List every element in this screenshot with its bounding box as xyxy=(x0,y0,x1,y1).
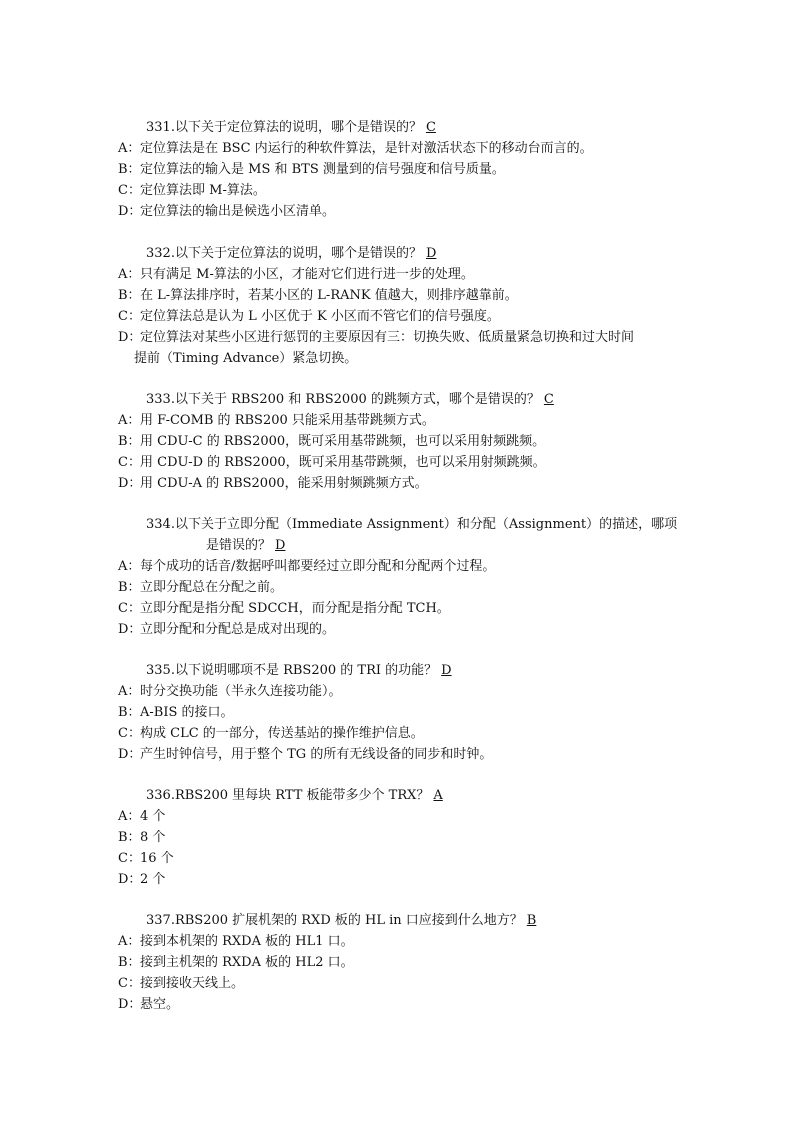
question-title xyxy=(118,785,688,806)
question-334 xyxy=(118,514,688,640)
option-b: B：立即分配总在分配之前。 xyxy=(118,580,284,595)
option-c: C：用 CDU-D 的 RBS2000，既可采用基带跳频，也可以采用射频跳频。 xyxy=(118,455,546,470)
option-c: C：接到接收天线上。 xyxy=(118,976,245,991)
option-a: A：用 F-COMB 的 RBS200 只能采用基带跳频方式。 xyxy=(118,413,435,428)
option-c: C：立即分配是指分配 SDCCH，而分配是指分配 TCH。 xyxy=(118,601,450,616)
question-text: 336.RBS200 里每块 RTT 板能带多少个 TRX？ xyxy=(146,788,430,803)
option-c: C：定位算法总是认为 L 小区优于 K 小区而不管它们的信号强度。 xyxy=(118,309,500,324)
option-d: D：2 个 xyxy=(118,872,166,887)
question-335 xyxy=(118,660,688,765)
option-d: D：用 CDU-A 的 RBS2000，能采用射频跳频方式。 xyxy=(118,476,428,491)
option-a: A：只有满足 M-算法的小区，才能对它们进行进一步的处理。 xyxy=(118,267,474,282)
question-text: 337.RBS200 扩展机架的 RXD 板的 HL in 口应接到什么地方？ xyxy=(146,913,523,928)
option-c: C：构成 CLC 的一部分，传送基站的操作维护信息。 xyxy=(118,726,424,741)
question-text: 332.以下关于定位算法的说明，哪个是错误的？ xyxy=(146,246,422,261)
option-b: B：接到主机架的 RXDA 板的 HL2 口。 xyxy=(118,955,354,970)
option-d: D：定位算法的输出是候选小区清单。 xyxy=(118,204,336,219)
question-text: 331.以下关于定位算法的说明，哪个是错误的？ xyxy=(146,120,422,135)
question-title xyxy=(118,514,688,556)
question-title xyxy=(118,910,688,931)
question-337 xyxy=(118,910,688,1015)
question-title-continued: 是错误的？ D xyxy=(146,535,688,556)
answer-blank: C xyxy=(425,120,436,135)
option-d: D：产生时钟信号，用于整个 TG 的所有无线设备的同步和时钟。 xyxy=(118,747,493,762)
option-b: B：8 个 xyxy=(118,830,166,845)
option-a: A：接到本机架的 RXDA 板的 HL1 口。 xyxy=(118,934,354,949)
option-c: C：16 个 xyxy=(118,851,174,866)
answer-blank: C xyxy=(543,392,554,407)
option-d: D：立即分配和分配总是成对出现的。 xyxy=(118,622,336,637)
question-332 xyxy=(118,243,688,369)
question-title xyxy=(118,389,688,410)
question-333 xyxy=(118,389,688,494)
option-a: A：4 个 xyxy=(118,809,166,824)
question-336 xyxy=(118,785,688,890)
option-b: B：定位算法的输入是 MS 和 BTS 测量到的信号强度和信号质量。 xyxy=(118,162,505,177)
option-a: A：定位算法是在 BSC 内运行的种软件算法，是针对激活状态下的移动台而言的。 xyxy=(118,141,593,156)
answer-blank: D xyxy=(275,538,286,553)
option-c: C：定位算法即 M-算法。 xyxy=(118,183,266,198)
question-text: 333.以下关于 RBS200 和 RBS2000 的跳频方式，哪个是错误的？ xyxy=(146,392,540,407)
option-a: A：时分交换功能（半永久连接功能）。 xyxy=(118,684,342,699)
option-a: A：每个成功的话音/数据呼叫都要经过立即分配和分配两个过程。 xyxy=(118,559,496,574)
option-d: D：定位算法对某些小区进行惩罚的主要原因有三：切换失败、低质量紧急切换和过大时间 提前（Timing Advance）紧急切换。 xyxy=(118,330,635,366)
answer-blank: D xyxy=(441,663,452,678)
question-title xyxy=(118,660,688,681)
question-text: 334.以下关于立即分配（Immediate Assignment）和分配（Assignment）的描述，哪项 xyxy=(146,517,678,532)
option-d: D：悬空。 xyxy=(118,997,180,1012)
answer-blank: A xyxy=(433,788,443,803)
option-b: B：A-BIS 的接口。 xyxy=(118,705,234,720)
question-title xyxy=(118,117,688,138)
answer-blank: B xyxy=(526,913,537,928)
option-b: B：在 L-算法排序时，若某小区的 L-RANK 值越大，则排序越靠前。 xyxy=(118,288,518,303)
question-331 xyxy=(118,117,688,222)
answer-blank: D xyxy=(425,246,437,261)
question-text: 335.以下说明哪项不是 RBS200 的 TRI 的功能？ xyxy=(146,663,438,678)
question-title xyxy=(118,243,688,264)
option-b: B：用 CDU-C 的 RBS2000，既可采用基带跳频，也可以采用射频跳频。 xyxy=(118,434,546,449)
